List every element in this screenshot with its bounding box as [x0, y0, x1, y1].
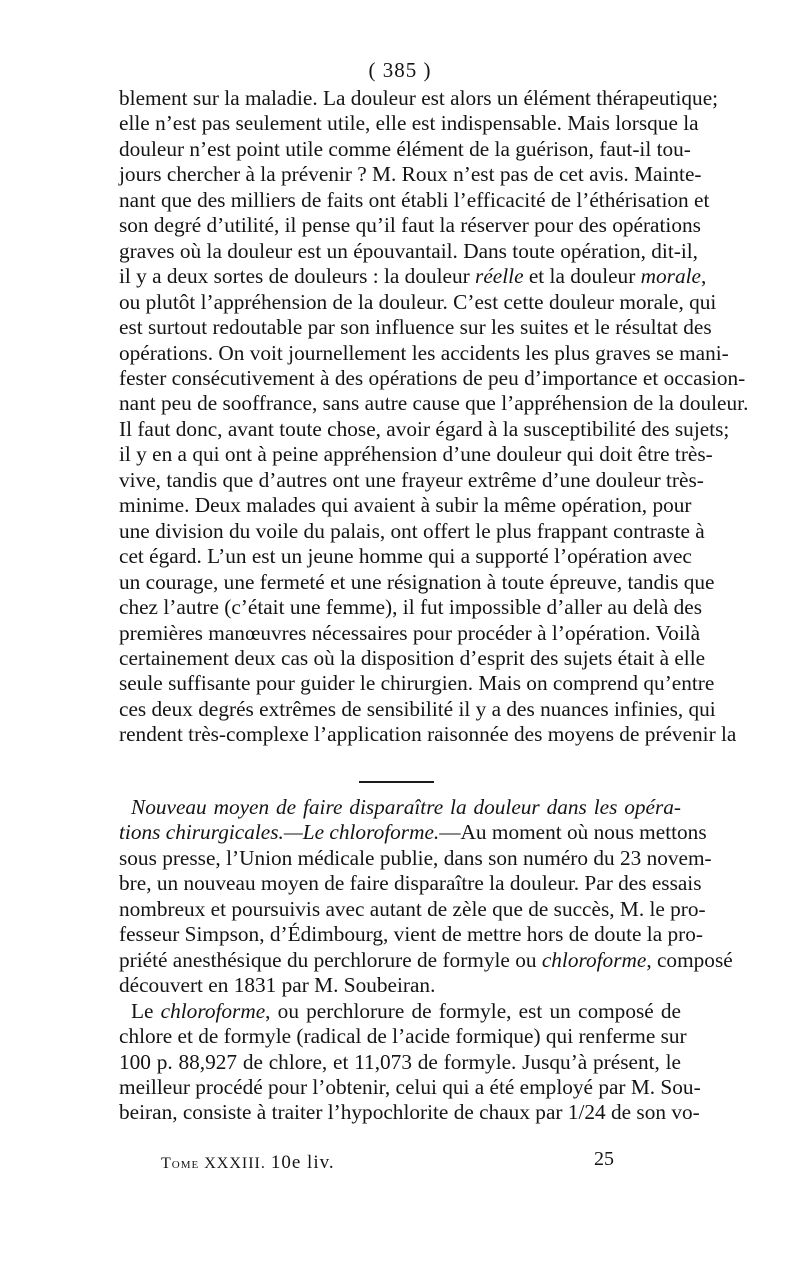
text-line: [119, 999, 681, 1024]
emphasis-morale: morale: [640, 264, 701, 289]
text-line: jours chercher à la prévenir ? M. Roux n’est pas de cet avis. Mainte-: [119, 162, 702, 187]
emphasis-reelle: réelle: [475, 264, 524, 289]
text-line: premières manœuvres nécessaires pour procéder à l’opération. Voilà: [119, 620, 701, 645]
text-line: vive, tandis que d’autres ont une frayeur extrême d’une douleur très-: [119, 467, 704, 492]
line-segment: , composé: [646, 947, 733, 972]
text-line: graves où la douleur est un épouvantail. Dans toute opération, dit-il,: [119, 238, 699, 263]
article-title: Nouveau moyen de faire disparaître la douleur dans les opéra-: [131, 795, 681, 819]
line-segment: priété anesthésique du perchlorure de formyle ou: [119, 947, 542, 972]
page-footer: [0, 1148, 800, 1174]
text-line: cet égard. L’un est un jeune homme qui a supporté l’opération avec: [119, 544, 692, 569]
text-line: nant peu de sooffrance, sans autre cause que l’appréhension de la douleur.: [119, 391, 749, 416]
text-line: blement sur la maladie. La douleur est alors un élément thérapeutique;: [119, 86, 719, 110]
emphasis-chloroforme: chloroforme: [160, 998, 266, 1023]
text-line: rendent très-complexe l’application raisonnée des moyens de prévenir la: [119, 722, 737, 747]
section-separator: [359, 781, 434, 783]
page-number: ( 385 ): [368, 58, 432, 82]
line-segment: —Au moment où nous mettons: [439, 820, 707, 845]
livraison-label: 10e liv.: [270, 1152, 335, 1173]
text-line: ces deux degrés extrêmes de sensibilité il y a des nuances infinies, qui: [119, 696, 716, 721]
article-title-continued: tions chirurgicales.—Le chloroforme.: [119, 820, 440, 845]
article-chloroforme: [119, 795, 733, 1126]
emphasis-chloroforme: chloroforme: [541, 947, 647, 972]
text-line: nombreux et poursuivis avec autant de zèle que de succès, M. le pro-: [119, 896, 706, 921]
line-segment: , ou perchlorure de formyle, est un composé de: [265, 998, 681, 1023]
text-line: elle n’est pas seulement utile, elle est indispensable. Mais lorsque la: [119, 111, 699, 136]
text-line: bre, un nouveau moyen de faire disparaître la douleur. Par des essais: [119, 871, 702, 896]
line-segment: et la douleur: [523, 264, 641, 289]
text-line: [119, 947, 733, 973]
text-line: découvert en 1831 par M. Soubeiran.: [119, 973, 436, 998]
signature-number: 25: [594, 1148, 614, 1170]
text-line: il y en a qui ont à peine appréhension d’une douleur qui doit être très-: [119, 442, 713, 467]
line-segment: ,: [700, 264, 707, 289]
text-line: certainement deux cas où la disposition d’esprit des sujets était à elle: [119, 645, 706, 670]
text-line: [119, 820, 707, 845]
line-segment: il y a deux sortes de douleurs : la douleur: [119, 264, 476, 289]
text-line: son degré d’utilité, il pense qu’il faut la réserver pour des opérations: [119, 213, 701, 238]
text-line: meilleur procédé pour l’obtenir, celui qui a été employé par M. Sou-: [119, 1074, 701, 1099]
tome-label: Tome XXXIII.: [161, 1155, 266, 1172]
text-line: est surtout redoutable par son influence sur les suites et le résultat des: [119, 315, 712, 340]
text-line: 100 p. 88,927 de chlore, et 11,073 de formyle. Jusqu’à présent, le: [119, 1049, 681, 1074]
line-segment: Le: [131, 998, 161, 1023]
text-line: opérations. On voit journellement les accidents les plus graves se mani-: [119, 340, 729, 365]
text-line: chez l’autre (c’était une femme), il fut impossible d’aller au delà des: [119, 595, 703, 620]
text-line: une division du voile du palais, ont offert le plus frappant contraste à: [119, 518, 705, 543]
text-line: douleur n’est point utile comme élément de la guérison, faut-il tou-: [119, 136, 691, 161]
continued-paragraph: [119, 86, 749, 748]
text-line: minime. Deux malades qui avaient à subir la même opération, pour: [119, 493, 692, 518]
text-line: [119, 264, 707, 289]
text-line: ou plutôt l’appréhension de la douleur. C’est cette douleur morale, qui: [119, 289, 717, 314]
text-line: fester consécutivement à des opérations de peu d’importance et occasion-: [119, 365, 746, 390]
text-line: seule suffisante pour guider le chirurgien. Mais on comprend qu’entre: [119, 671, 715, 696]
text-line: sous presse, l’Union médicale publie, dans son numéro du 23 novem-: [119, 845, 712, 870]
text-line: fesseur Simpson, d’Édimbourg, vient de mettre hors de doute la pro-: [119, 922, 703, 947]
text-line: chlore et de formyle (radical de l’acide formique) qui renferme sur: [119, 1024, 687, 1049]
text-line: nant que des milliers de faits ont établi l’efficacité de l’éthérisation et: [119, 187, 710, 212]
text-line: Il faut donc, avant toute chose, avoir égard à la susceptibilité des sujets;: [119, 416, 730, 441]
text-line: beiran, consiste à traiter l’hypochlorite de chaux par 1/24 de son vo-: [119, 1100, 700, 1125]
volume-signature: [161, 1152, 335, 1174]
text-line: un courage, une fermeté et une résignation à toute épreuve, tandis que: [119, 569, 715, 594]
